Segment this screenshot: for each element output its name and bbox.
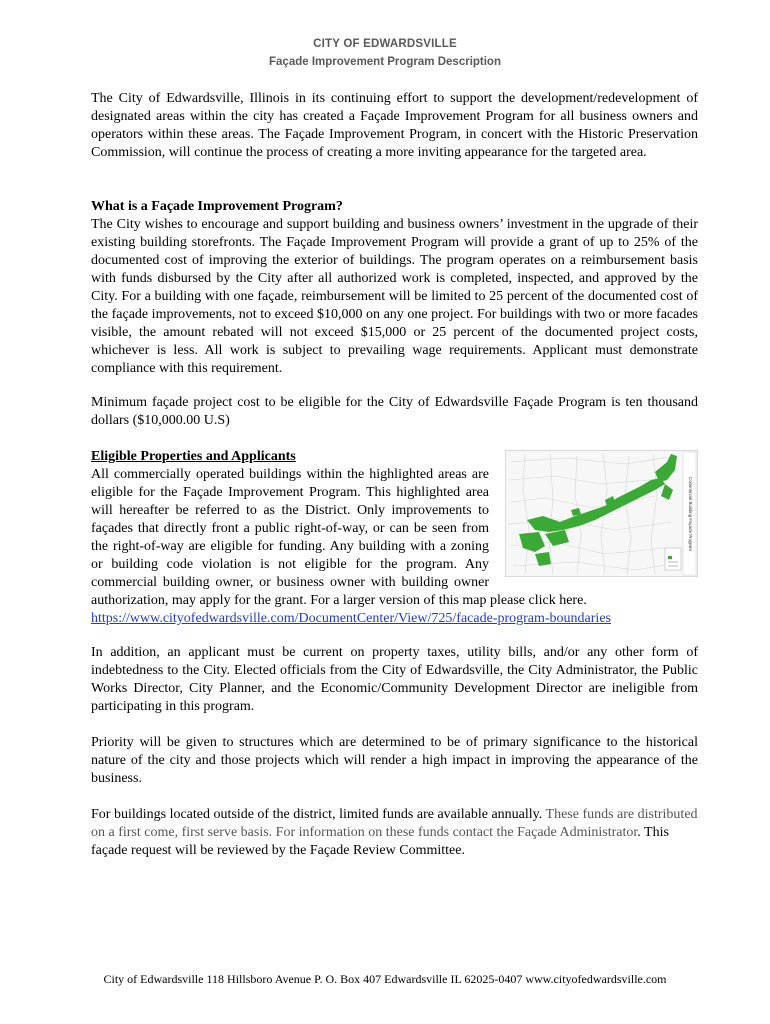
eligible-heading: Eligible Properties and Applicants <box>91 449 296 464</box>
eligible-paragraph: All commercially operated buildings within the highlighted areas are eligible for the Façade Improvement Program. This highlighted area will hereafter be referred to as the District. Only improvements to façades that directly front a public right-of-way, or can be seen from the right-of-way are eligible for funding. Any building with a zoning or building code violation is not eligible for the program. Any commercial building owner, or business owner with building owner authorization, may apply for the grant. For a larger version of this map please click here. <box>91 467 587 608</box>
document-title: CITY OF EDWARDSVILLE <box>313 38 457 50</box>
minimum-paragraph: Minimum façade project cost to be eligible for the City of Edwardsville Façade Program is ten thousand dollars ($10,000.00 U.S) <box>91 395 698 428</box>
outside-text-1: For buildings located outside of the district, limited funds are available annually. <box>91 807 546 822</box>
outside-text-2: These funds are distributed on a first come, first serve basis. For information on these funds contact the Façade Administrator <box>91 807 698 840</box>
addition-paragraph: In addition, an applicant must be current on property taxes, utility bills, and/or any other form of indebtedness to the City. Elected officials from the City of Edwardsville, the City Administrator, the Public Works Director, City Planner, and the Economic/Community Development Director are ineligible from participating in this program. <box>91 645 698 714</box>
intro-section <box>91 90 698 162</box>
what-is-section <box>91 198 698 378</box>
page-footer: City of Edwardsville 118 Hillsboro Avenue P. O. Box 407 Edwardsville IL 62025-0407 www.cityofedwardsville.com <box>103 972 667 986</box>
map-legend <box>665 548 681 570</box>
outside-district-paragraph <box>91 806 698 860</box>
outside-text-3: . This façade request will be reviewed by the Façade Review Committee. <box>91 825 669 858</box>
minimum-section <box>91 394 698 430</box>
priority-paragraph: Priority will be given to structures which are determined to be of primary significance to the historical nature of the city and those projects which will render a high impact in improving the appearance of the business. <box>91 735 698 786</box>
outside-district-section <box>91 806 698 860</box>
eligible-section <box>91 448 698 628</box>
what-is-paragraph: The City wishes to encourage and support building and business owners’ investment in the upgrade of their existing building storefronts. The Façade Improvement Program will provide a grant of up to 25% of the documented cost of improving the exterior of buildings. The program operates on a reimbursement basis with funds disbursed by the City after all authorized work is completed, inspected, and approved by the City. For a building with one façade, reimbursement will be limited to 25 percent of the documented cost of the façade improvements, not to exceed $10,000 on any one project. For buildings with two or more facades visible, the amount rebated will not exceed $15,000 or 25 percent of the documented project costs, whichever is less. All work is subject to prevailing wage requirements. Applicant must demonstrate compliance with this requirement. <box>91 217 698 376</box>
addition-section <box>91 644 698 716</box>
district-map[interactable] <box>505 450 698 577</box>
intro-paragraph: The City of Edwardsville, Illinois in its continuing effort to support the development/redevelopment of designated areas within the city has created a Façade Improvement Program for all business owners and operators within these areas. The Façade Improvement Program, in concert with the Historic Preservation Commission, will continue the process of creating a more inviting appearance for the targeted area. <box>91 91 698 160</box>
map-boundaries-link[interactable]: https://www.cityofedwardsville.com/DocumentCenter/View/725/facade-program-boundaries <box>91 611 611 626</box>
district-map-image <box>505 450 698 577</box>
map-title: Commercial Building Façade Program <box>688 476 693 552</box>
what-is-heading: What is a Façade Improvement Program? <box>91 199 343 214</box>
document-subtitle: Façade Improvement Program Description <box>269 56 501 68</box>
priority-section <box>91 734 698 788</box>
